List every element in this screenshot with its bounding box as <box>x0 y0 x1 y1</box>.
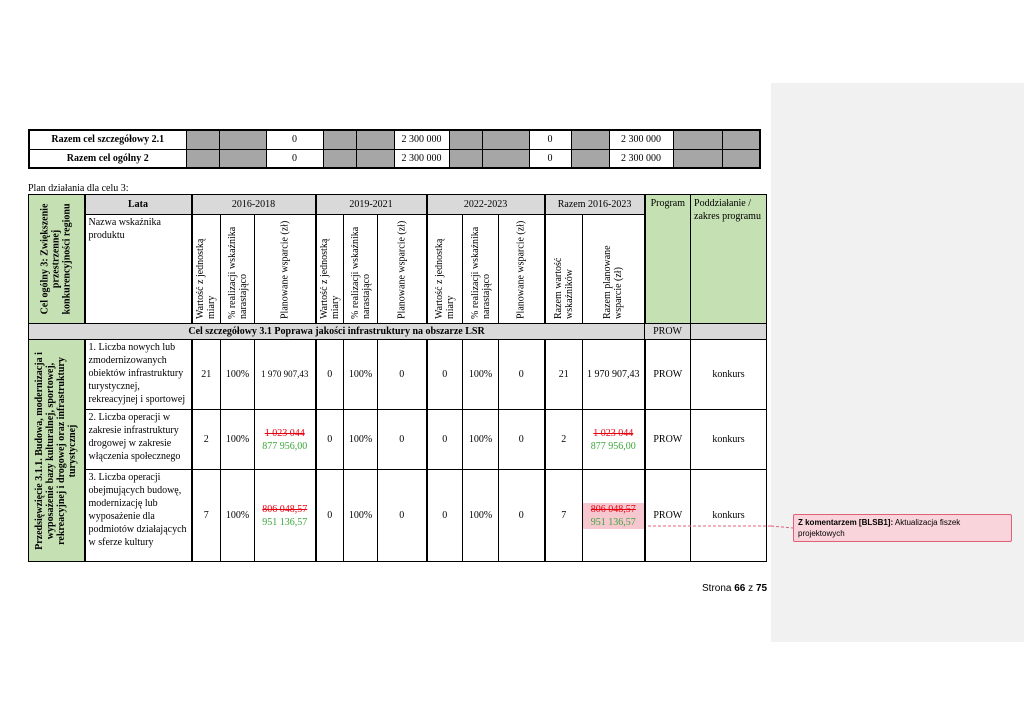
total-value: 21 <box>545 340 583 410</box>
summary-v2: 2 300 000 <box>394 130 449 149</box>
summary-shaded-cell <box>722 130 760 149</box>
inserted-value: 877 956,00 <box>262 440 308 452</box>
summary-label: Razem cel szczegółowy 2.1 <box>29 130 186 149</box>
summary-shaded-cell <box>356 149 394 168</box>
inserted-value: 951 136,57 <box>583 516 644 529</box>
deleted-value: 806 048,57 <box>583 503 644 516</box>
support-2022-2023: 0 <box>499 410 545 470</box>
summary-label: Razem cel ogólny 2 <box>29 149 186 168</box>
value-2019-2021: 0 <box>316 410 344 470</box>
realization-2016-2018: 100% <box>221 470 255 562</box>
zakres: konkurs <box>691 340 767 410</box>
summary-table <box>28 129 761 169</box>
support-2016-2018 <box>255 470 316 562</box>
support-value: 1 970 907,43 <box>587 369 640 380</box>
comment-pane <box>771 83 1024 642</box>
value-2019-2021: 0 <box>316 340 344 410</box>
support-2016-2018 <box>255 410 316 470</box>
support-2022-2023: 0 <box>499 340 545 410</box>
page-number: Strona 66 z 75 <box>702 583 768 594</box>
section-empty <box>691 324 767 340</box>
col-planowane-2: Planowane wsparcie (zł) <box>378 215 427 324</box>
value-2016-2018: 21 <box>192 340 221 410</box>
summary-row <box>29 149 760 168</box>
program: PROW <box>645 470 691 562</box>
col-planowane-1: Planowane wsparcie (zł) <box>255 215 316 324</box>
total-support <box>583 470 645 562</box>
total-value: 2 <box>545 410 583 470</box>
header-lata: Lata <box>85 195 192 215</box>
value-2022-2023: 0 <box>427 340 463 410</box>
program: PROW <box>645 410 691 470</box>
summary-shaded-cell <box>571 130 609 149</box>
section-program: PROW <box>645 324 691 340</box>
summary-row <box>29 130 760 149</box>
summary-v4: 2 300 000 <box>609 149 673 168</box>
deleted-value: 1 023 044 <box>264 427 305 439</box>
program: PROW <box>645 340 691 410</box>
summary-shaded-cell <box>219 130 266 149</box>
realization-2019-2021: 100% <box>344 340 378 410</box>
plan-table <box>28 194 767 562</box>
comment-balloon[interactable] <box>793 514 1012 542</box>
table-row <box>29 340 767 410</box>
realization-2016-2018: 100% <box>221 410 255 470</box>
realization-2022-2023: 100% <box>463 470 499 562</box>
comment-author: Z komentarzem [BLSB1]: <box>798 518 894 527</box>
summary-shaded-cell <box>482 149 529 168</box>
realization-2016-2018: 100% <box>221 340 255 410</box>
summary-shaded-cell <box>323 130 356 149</box>
indicator-name: 1. Liczba nowych lub zmodernizowanych obiektów infrastruktury turystycznej, rekreacyjnej i sportowej <box>85 340 192 410</box>
table-row <box>29 410 767 470</box>
header-period-2: 2019-2021 <box>316 195 427 215</box>
col-wartosc-1: Wartość z jednostką miary <box>192 215 221 324</box>
value-2022-2023: 0 <box>427 470 463 562</box>
zakres: konkurs <box>691 410 767 470</box>
inserted-value: 951 136,57 <box>262 516 308 528</box>
header-poddzialanie: Poddziałanie / zakres programu <box>691 195 767 324</box>
indicator-name: 2. Liczba operacji w zakresie infrastruktury drogowej w zakresie włączenia społecznego <box>85 410 192 470</box>
summary-shaded-cell <box>673 130 722 149</box>
summary-v3: 0 <box>529 130 571 149</box>
table-row <box>29 470 767 562</box>
summary-v4: 2 300 000 <box>609 130 673 149</box>
plan-caption: Plan działania dla celu 3: <box>28 183 129 194</box>
comment-text: Aktualizacja fiszek projektowych <box>798 518 961 538</box>
header-program: Program <box>645 195 691 324</box>
summary-shaded-cell <box>449 149 482 168</box>
support-2016-2018 <box>255 340 316 410</box>
support-2019-2021: 0 <box>378 470 427 562</box>
inserted-value: 877 956,00 <box>590 440 636 452</box>
summary-shaded-cell <box>186 149 219 168</box>
summary-shaded-cell <box>571 149 609 168</box>
summary-shaded-cell <box>356 130 394 149</box>
summary-v2: 2 300 000 <box>394 149 449 168</box>
col-realizacja-1: % realizacji wskaźnika narastająco <box>221 215 255 324</box>
deleted-value: 806 048,57 <box>262 503 308 515</box>
summary-shaded-cell <box>449 130 482 149</box>
przedsiewziecie-label: Przedsięwzięcie 3.1.1. Budowa, modernizacja i wyposażenie bazy kulturalnej, sportowej, rekreacyjnej i drogowej oraz infrastruktury turystycznej <box>34 351 79 550</box>
summary-v1: 0 <box>266 130 323 149</box>
summary-shaded-cell <box>722 149 760 168</box>
total-support <box>583 340 645 410</box>
realization-2019-2021: 100% <box>344 410 378 470</box>
goal-label: Cel ogólny 3: Zwiększenie przestrzennej konkurencyjności regionu <box>39 203 73 315</box>
summary-v3: 0 <box>529 149 571 168</box>
total-value: 7 <box>545 470 583 562</box>
przedsiewziecie-label-cell <box>29 340 85 562</box>
col-realizacja-3: % realizacji wskaźnika narastająco <box>463 215 499 324</box>
summary-shaded-cell <box>219 149 266 168</box>
header-nazwa: Nazwa wskaźnika produktu <box>85 215 192 324</box>
header-period-1: 2016-2018 <box>192 195 316 215</box>
col-wartosc-2: Wartość z jednostką miary <box>316 215 344 324</box>
realization-2022-2023: 100% <box>463 340 499 410</box>
col-planowane-3: Planowane wsparcie (zł) <box>499 215 545 324</box>
support-value: 1 970 907,43 <box>261 369 309 379</box>
value-2022-2023: 0 <box>427 410 463 470</box>
value-2016-2018: 2 <box>192 410 221 470</box>
summary-shaded-cell <box>323 149 356 168</box>
col-razem-wartosc: Razem wartość wskaźników <box>545 215 583 324</box>
summary-v1: 0 <box>266 149 323 168</box>
total-support <box>583 410 645 470</box>
summary-shaded-cell <box>673 149 722 168</box>
support-2019-2021: 0 <box>378 410 427 470</box>
header-period-3: 2022-2023 <box>427 195 545 215</box>
support-2019-2021: 0 <box>378 340 427 410</box>
section-title: Cel szczegółowy 3.1 Poprawa jakości infrastruktury na obszarze LSR <box>29 324 645 340</box>
zakres: konkurs <box>691 470 767 562</box>
indicator-name: 3. Liczba operacji obejmujących budowę, modernizację lub wyposażenie dla podmiotów działających w sferze kultury <box>85 470 192 562</box>
value-2016-2018: 7 <box>192 470 221 562</box>
goal-label-cell <box>29 195 85 324</box>
col-razem-planowane: Razem planowane wsparcie (zł) <box>583 215 645 324</box>
header-razem: Razem 2016-2023 <box>545 195 645 215</box>
support-2022-2023: 0 <box>499 470 545 562</box>
value-2019-2021: 0 <box>316 470 344 562</box>
summary-shaded-cell <box>482 130 529 149</box>
realization-2019-2021: 100% <box>344 470 378 562</box>
col-wartosc-3: Wartość z jednostką miary <box>427 215 463 324</box>
summary-shaded-cell <box>186 130 219 149</box>
col-realizacja-2: % realizacji wskaźnika narastająco <box>344 215 378 324</box>
realization-2022-2023: 100% <box>463 410 499 470</box>
deleted-value: 1 023 044 <box>593 427 634 439</box>
